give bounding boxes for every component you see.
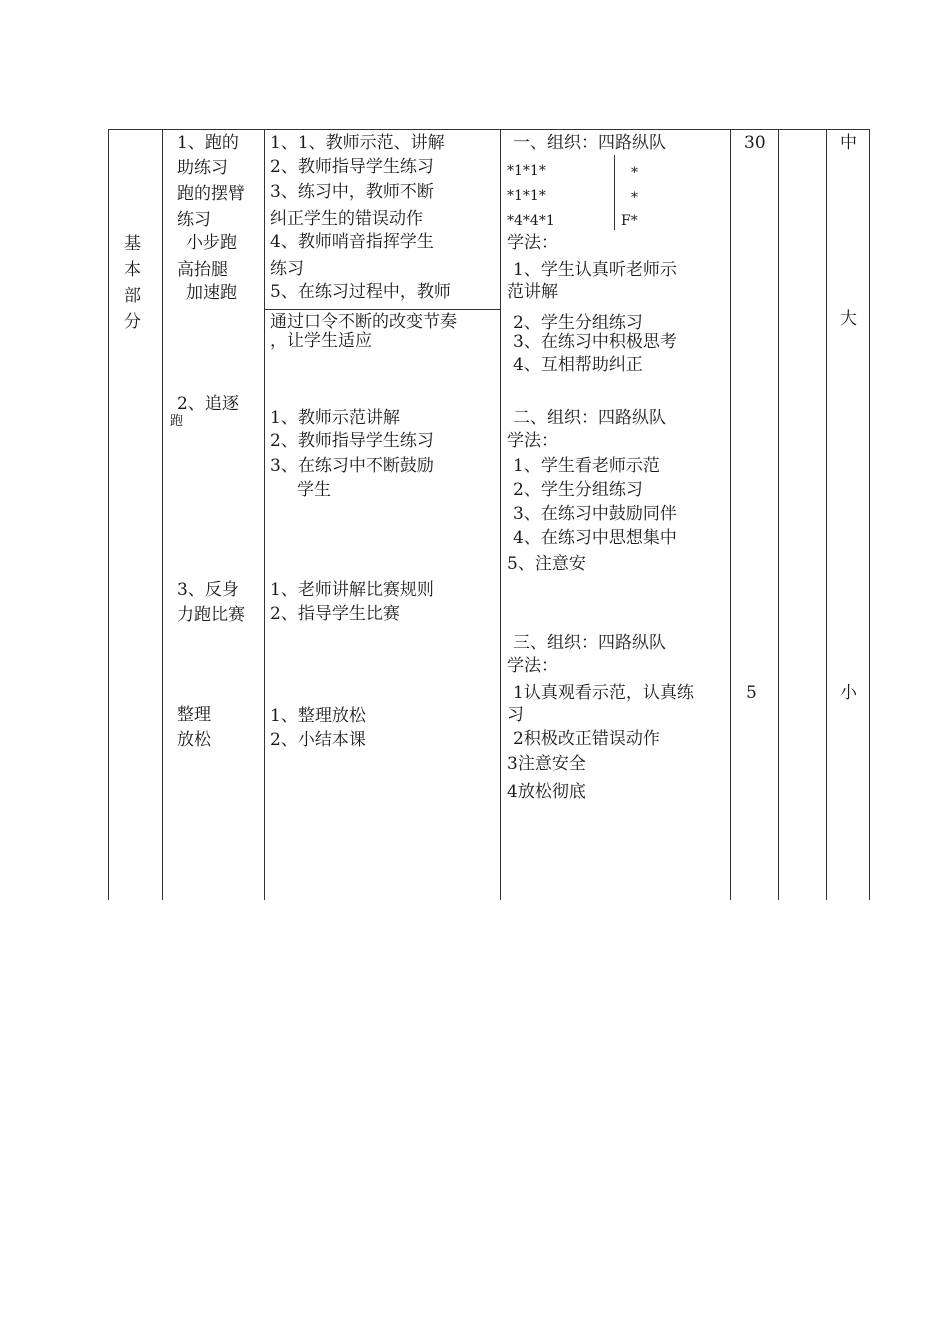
formation-row: F* bbox=[621, 213, 638, 229]
section-char: 分 bbox=[124, 312, 141, 332]
content-line: 2、追逐 bbox=[177, 394, 239, 414]
formation-row: *1*1* bbox=[507, 188, 546, 204]
student-line: 2积极改正错误动作 bbox=[513, 729, 660, 749]
border-top bbox=[108, 129, 869, 130]
content-line: 高抬腿 bbox=[177, 260, 228, 280]
student-line: 1、学生看老师示范 bbox=[513, 456, 660, 476]
teacher-line: 5、在练习过程中，教师 bbox=[270, 282, 451, 302]
content-line: 助练习 bbox=[177, 158, 228, 178]
teacher-line: 2、教师指导学生练习 bbox=[270, 431, 434, 451]
student-line: 习 bbox=[507, 705, 524, 725]
content-line: 放松 bbox=[177, 730, 211, 750]
student-line: 3注意安全 bbox=[507, 754, 586, 774]
border-right bbox=[869, 129, 870, 900]
teacher-line: ，让学生适应 bbox=[270, 331, 372, 351]
student-line: 1认真观看示范，认真练 bbox=[513, 683, 694, 703]
section-char: 部 bbox=[124, 286, 141, 306]
section-char: 本 bbox=[124, 260, 141, 280]
teacher-line: 2、小结本课 bbox=[270, 730, 366, 750]
student-line: 3、在练习中鼓励同伴 bbox=[513, 504, 677, 524]
content-line: 1、跑的 bbox=[177, 133, 239, 153]
content-line: 力跑比赛 bbox=[177, 605, 245, 625]
teacher-line: 1、整理放松 bbox=[270, 706, 366, 726]
organization-title: 二、组织：四路纵队 bbox=[513, 408, 666, 428]
content-line: 跑 bbox=[170, 414, 184, 429]
organization-title: 一、组织：四路纵队 bbox=[513, 133, 666, 153]
student-line: 4、互相帮助纠正 bbox=[513, 355, 643, 375]
content-line: 加速跑 bbox=[186, 283, 237, 303]
teacher-line: 4、教师哨音指挥学生 bbox=[270, 232, 434, 252]
time-value: 5 bbox=[746, 683, 757, 703]
student-line: 范讲解 bbox=[507, 282, 558, 302]
student-line: 学法： bbox=[507, 233, 558, 253]
student-line: 4、在练习中思想集中 bbox=[513, 528, 677, 548]
border-left bbox=[108, 129, 109, 900]
content-line: 跑的摆臂 bbox=[177, 184, 245, 204]
formation-divider bbox=[614, 155, 615, 230]
content-line: 3、反身 bbox=[177, 580, 239, 600]
teacher-line: 1、教师示范讲解 bbox=[270, 408, 400, 428]
teacher-line: 纠正学生的错误动作 bbox=[270, 209, 423, 229]
student-line: 2、学生分组练习 bbox=[513, 480, 643, 500]
teacher-line: 1、老师讲解比赛规则 bbox=[270, 580, 434, 600]
student-line: 2、学生分组练习 bbox=[513, 313, 643, 333]
divider-content bbox=[264, 129, 265, 900]
divider-teacher bbox=[500, 129, 501, 900]
teacher-line: 练习 bbox=[270, 259, 304, 279]
divider-section bbox=[162, 129, 163, 900]
student-line: 1、学生认真听老师示 bbox=[513, 260, 677, 280]
teacher-line: 3、练习中，教师不断 bbox=[270, 182, 434, 202]
formation-row: * bbox=[631, 190, 638, 206]
teacher-line: 1、1、教师示范、讲解 bbox=[270, 133, 445, 153]
student-line: 4放松彻底 bbox=[507, 782, 586, 802]
divider-time bbox=[778, 129, 779, 900]
formation-row: *1*1* bbox=[507, 163, 546, 179]
content-line: 小步跑 bbox=[186, 233, 237, 253]
organization-title: 三、组织：四路纵队 bbox=[513, 633, 666, 653]
teacher-line: 通过口令不断的改变节奏 bbox=[270, 312, 457, 332]
formation-row: *4*4*1 bbox=[507, 213, 555, 229]
teacher-line: 学生 bbox=[297, 480, 331, 500]
student-line: 5、注意安 bbox=[507, 554, 586, 574]
intensity-value: 大 bbox=[840, 309, 857, 329]
content-line: 练习 bbox=[177, 210, 211, 230]
intensity-value: 小 bbox=[840, 683, 857, 703]
intensity-value: 中 bbox=[840, 133, 857, 153]
student-line: 学法： bbox=[507, 431, 558, 451]
teacher-line: 2、指导学生比赛 bbox=[270, 604, 400, 624]
student-line: 3、在练习中积极思考 bbox=[513, 332, 677, 352]
formation-row: * bbox=[631, 165, 638, 181]
content-line: 整理 bbox=[177, 705, 211, 725]
divider-count bbox=[826, 129, 827, 900]
teacher-line: 3、在练习中不断鼓励 bbox=[270, 456, 434, 476]
teacher-line: 2、教师指导学生练习 bbox=[270, 157, 434, 177]
student-line: 学法： bbox=[507, 656, 558, 676]
divider-student bbox=[730, 129, 731, 900]
time-value: 30 bbox=[744, 133, 766, 153]
section-char: 基 bbox=[124, 234, 141, 254]
